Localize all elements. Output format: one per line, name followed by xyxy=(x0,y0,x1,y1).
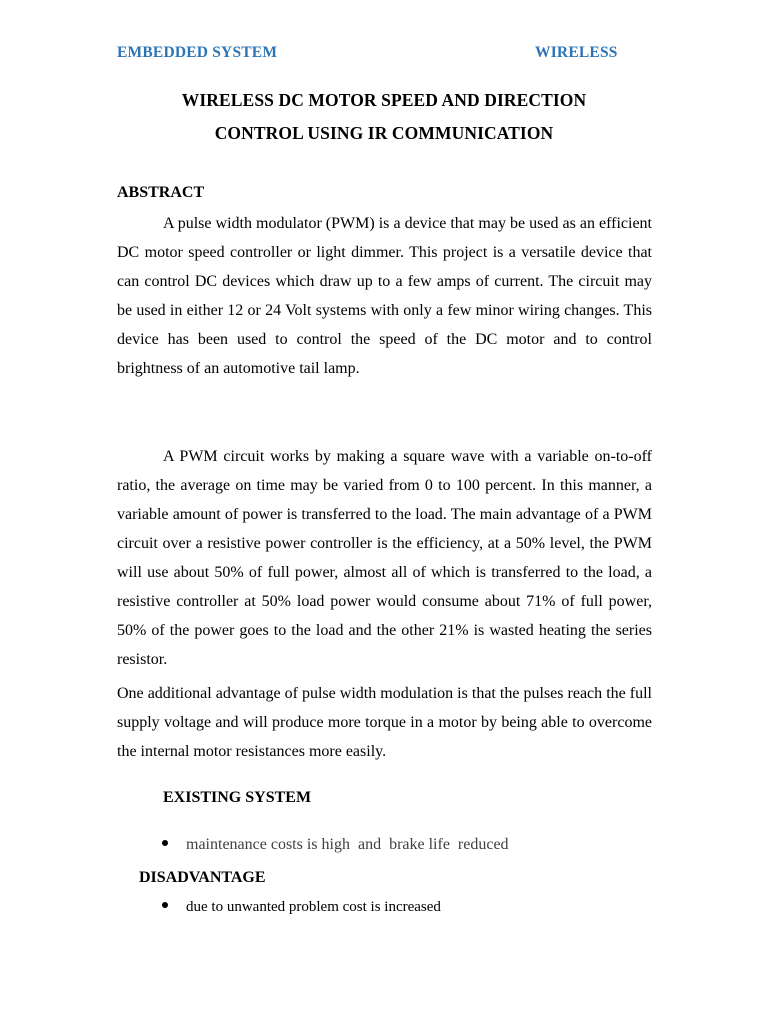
disadvantage-bullet-item xyxy=(162,899,441,916)
disadvantage-bullet-text: due to unwanted problem cost is increased xyxy=(186,899,441,915)
disadvantage-heading: DISADVANTAGE xyxy=(139,869,266,886)
header-right-label: WIRELESS xyxy=(535,44,618,61)
existing-system-bullet-item xyxy=(162,836,509,854)
abstract-paragraph-3: One additional advantage of pulse width modulation is that the pulses reach the full supply voltage and will produce more torque in a motor by being able to overcome the internal motor resistances more easily. xyxy=(117,685,652,760)
header-left-label: EMBEDDED SYSTEM xyxy=(117,44,278,61)
bullet-icon xyxy=(162,840,168,846)
bullet-icon xyxy=(162,902,168,908)
document-title-line-2: CONTROL USING IR COMMUNICATION xyxy=(214,123,554,143)
existing-system-heading: EXISTING SYSTEM xyxy=(163,789,312,806)
abstract-heading: ABSTRACT xyxy=(117,184,205,201)
existing-system-bullet-text: maintenance costs is high and brake life reduced xyxy=(186,836,509,853)
abstract-paragraph-1: A pulse width modulator (PWM) is a device that may be used as an efficient DC motor speed controller or light dimmer. This project is a versatile device that can control DC devices which draw up to a few amps of current. The circuit may be used in either 12 or 24 Volt systems with only a few minor wiring changes. This device has been used to control the speed of the DC motor and to control brightness of an automotive tail lamp. xyxy=(117,215,652,377)
abstract-paragraph-2: A PWM circuit works by making a square wave with a variable on-to-off ratio, the average on time may be varied from 0 to 100 percent. In this manner, a variable amount of power is transferred to the load. The main advantage of a PWM circuit over a resistive power controller is the efficiency, at a 50% level, the PWM will use about 50% of full power, almost all of which is transferred to the load, a resistive controller at 50% load power would consume about 71% of full power, 50% of the power goes to the load and the other 21% is wasted heating the series resistor. xyxy=(117,448,652,668)
document-title-line-1: WIRELESS DC MOTOR SPEED AND DIRECTION xyxy=(181,90,587,110)
